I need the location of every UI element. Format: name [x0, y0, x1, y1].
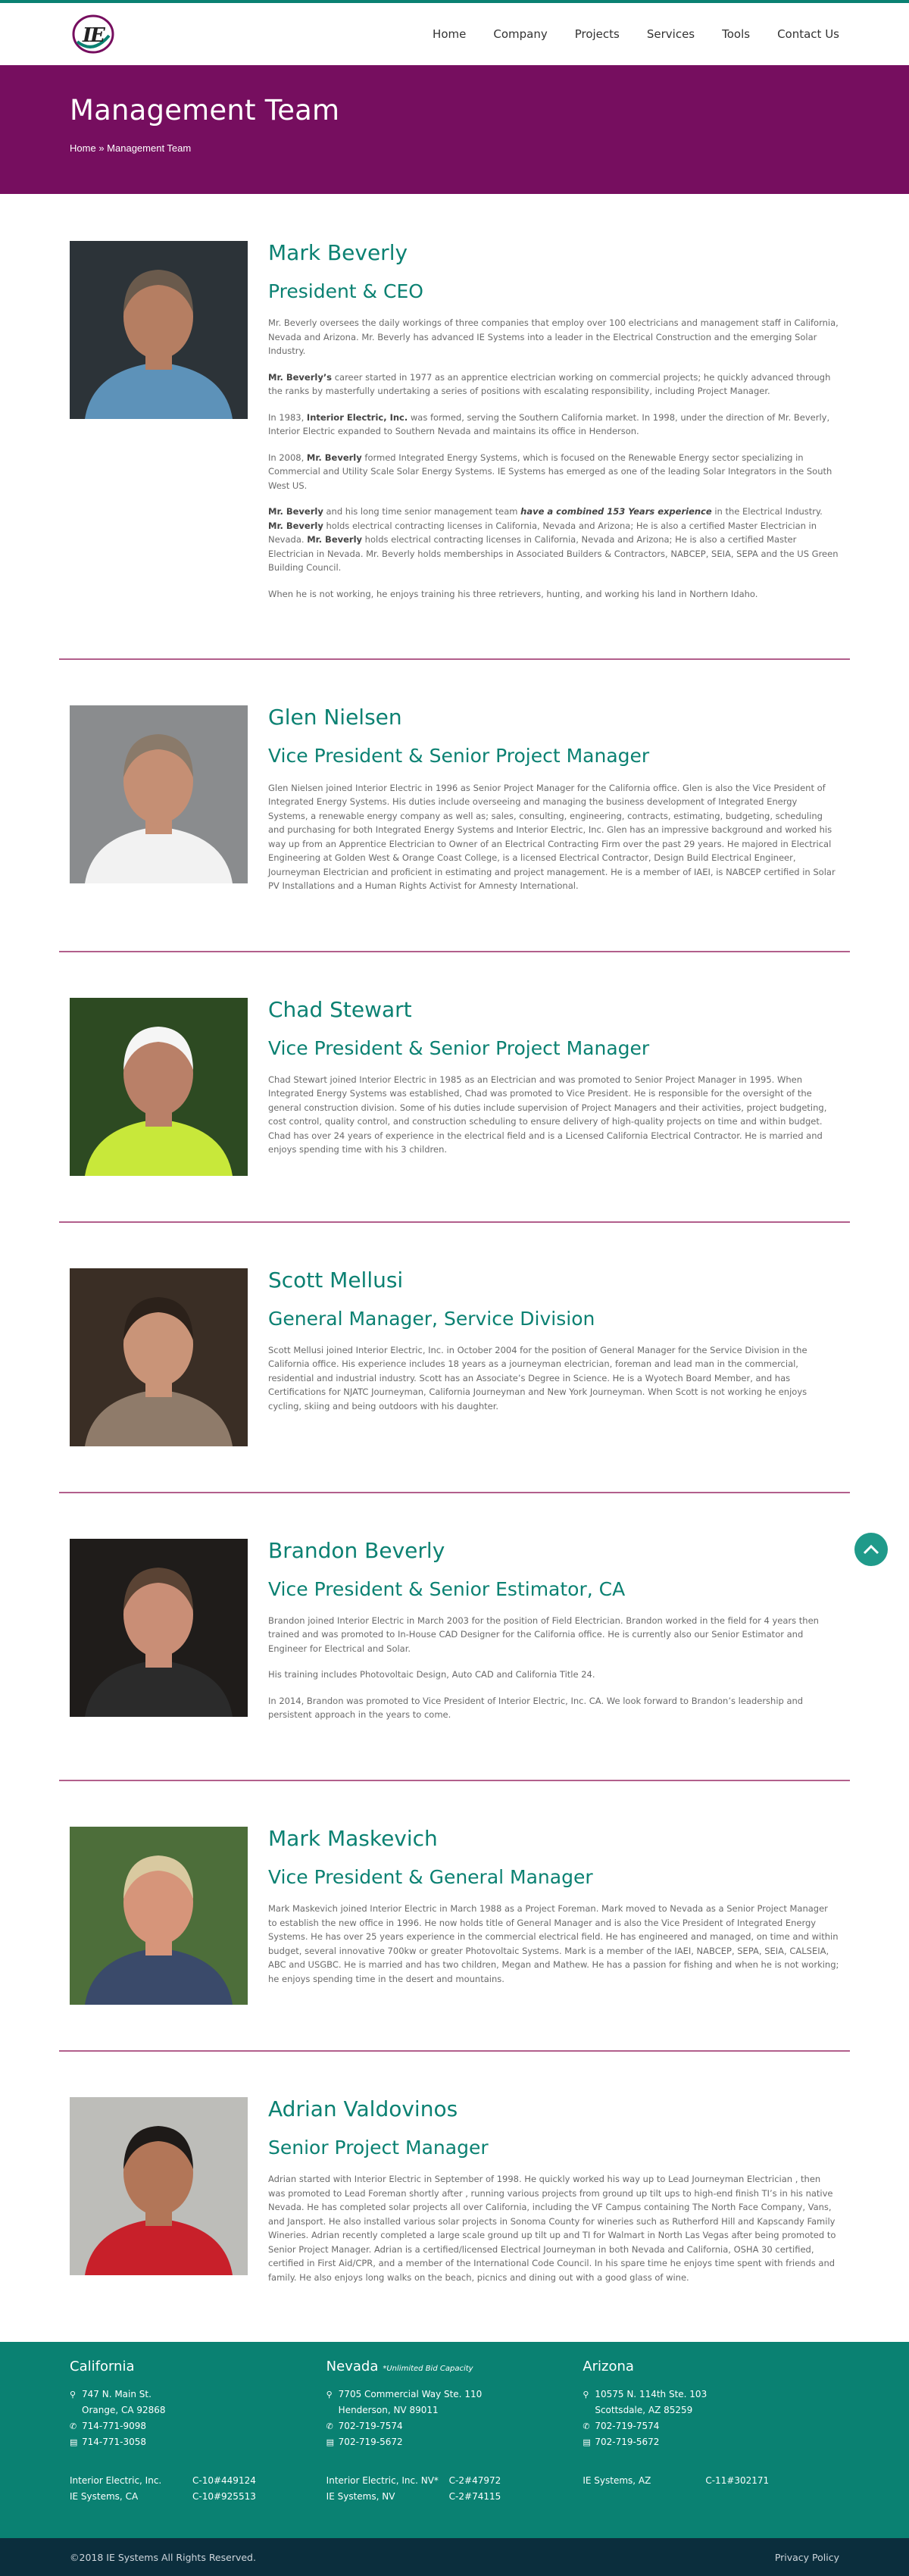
license-row	[326, 2489, 583, 2505]
footer-contact-text: 702-719-5672	[338, 2437, 403, 2447]
fax-icon: ▤	[70, 2437, 78, 2447]
svg-text:I: I	[83, 24, 92, 47]
portrait-image	[70, 1539, 248, 1717]
footer-office-title	[70, 2359, 326, 2374]
portrait-image	[70, 705, 248, 883]
chevron-up-icon	[863, 1544, 879, 1555]
license-row	[70, 2473, 326, 2489]
footer-contact-text: Henderson, NV 89011	[338, 2405, 439, 2415]
member-bio	[268, 241, 839, 613]
footer-office-title	[326, 2359, 583, 2374]
portrait-image	[70, 1827, 248, 2005]
bio-paragraph: Chad Stewart joined Interior Electric in 1985 as an Electrician and was promoted to Senior Project Manager in 1995. When Integrated Energy Systems was established, Chad was promoted to Vice President. He is responsible for the oversight of the general construction division. Some of his duties include supervision of Project Managers and their activities, project budgeting, cost control, quality control, and construction scheduling to ensure delivery of high-quality projects on time and within budget. Chad has over 24 years of experience in the electrical field and is a Licensed California Electrical Contractor. He is married and enjoys spending time with his 3 children.	[268, 1074, 827, 1155]
phone-icon: ✆	[326, 2421, 333, 2431]
portrait-image	[70, 1268, 248, 1446]
breadcrumb	[70, 142, 839, 154]
portrait-image	[70, 998, 248, 1176]
member-name: Brandon Beverly	[268, 1537, 445, 1563]
member-role: Vice President & Senior Project Manager	[268, 1036, 650, 1059]
footer-contact-line	[326, 2402, 583, 2418]
phone-icon: ✆	[70, 2421, 77, 2431]
footer-office-column	[326, 2359, 583, 2538]
nav-services[interactable]: Services	[646, 27, 695, 41]
license-row	[583, 2473, 839, 2489]
license-company: IE Systems, AZ	[583, 2475, 651, 2486]
map-pin-icon: ⚲	[70, 2390, 77, 2399]
office-name: Arizona	[583, 2359, 634, 2374]
member-role: Senior Project Manager	[268, 2136, 489, 2159]
license-number: C-2#47972	[448, 2475, 501, 2486]
member-role: Vice President & Senior Estimator, CA	[268, 1577, 626, 1600]
footer-contact-line	[70, 2434, 326, 2450]
member-name: Scott Mellusi	[268, 1267, 404, 1293]
member-name: Chad Stewart	[268, 996, 412, 1022]
ie-logo-icon	[70, 13, 117, 55]
section-divider	[59, 1221, 850, 1223]
member-photo	[70, 241, 248, 419]
license-row	[70, 2489, 326, 2505]
footer-contact-line	[326, 2434, 583, 2450]
member-bio	[268, 1539, 839, 1734]
license-number: C-2#74115	[448, 2491, 501, 2502]
member-name: Glen Nielsen	[268, 705, 402, 730]
team-member	[0, 998, 909, 1176]
team-member	[0, 1539, 909, 1734]
site-header	[0, 3, 909, 65]
member-photo	[70, 1539, 248, 1717]
member-photo	[70, 2097, 248, 2275]
member-name: Mark Beverly	[268, 240, 408, 265]
footer-office-column	[70, 2359, 326, 2538]
team-member	[0, 1268, 909, 1446]
footer-contact-line	[70, 2387, 326, 2402]
member-photo	[70, 1827, 248, 2005]
bio-paragraph: Mr. Beverly and his long time senior management team have a combined 153 Years experience in the Electrical Industry. Mr. Beverly holds electrical contracting licenses in California, Nevada and Arizona; He is also a certified Master Electrician in Nevada. Mr. Beverly holds electrical contracting licenses in California, Nevada and Arizona; He is also a certified Master Electrician in Nevada. Mr. Beverly holds memberships in Associated Builders & Contractors, NABCEP, SEIA, SEPA and the US Green Building Council.	[268, 506, 839, 574]
member-photo	[70, 705, 248, 883]
office-note: *Unlimited Bid Capacity	[383, 2365, 473, 2373]
breadcrumb-current: Management Team	[107, 142, 192, 155]
license-company: IE Systems, CA	[70, 2491, 139, 2502]
footer-contact-text[interactable]: 702-719-7574	[338, 2421, 403, 2431]
footer-office-title	[583, 2359, 839, 2374]
footer-contact-text: Scottsdale, AZ 85259	[595, 2405, 693, 2415]
phone-icon: ✆	[583, 2421, 590, 2431]
footer-contact-line	[583, 2418, 839, 2434]
license-company: Interior Electric, Inc. NV*	[326, 2475, 439, 2486]
footer-bottom-bar	[0, 2538, 909, 2576]
nav-tools[interactable]: Tools	[722, 27, 751, 41]
main-nav	[405, 27, 839, 41]
bio-paragraph: Brandon joined Interior Electric in March 2003 for the position of Field Electrician. Brandon worked in the field for 4 years then trained and was promoted to In-House CAD Designer for the California office. He is currently also our Senior Estimator and Engineer for Electrical and Solar.	[268, 1615, 819, 1654]
section-divider	[59, 951, 850, 952]
bio-paragraph: Adrian started with Interior Electric in September of 1998. He quickly worked his way up to Lead Journeyman Electrician , then was promoted to Lead Foreman shortly after , running various projects from ground up tilt ups to high-end finish TI’s in his native Nevada. He has completed solar projects all over California, including the VF Campus containing The North Face Company, Vans, and Jansport. He also installed various solar projects in Sonoma County for wineries such as Rutherford Hill and Kapscandy Family Wineries. Adrian recently completed a large scale ground up tilt up and TI for Walmart in North Las Vegas after being promoted to Senior Project Manager. Adrian is a certified/licensed Electrical Journeyman in both Nevada and California, OSHA 30 certified, certified in First Aid/CPR, and a member of the International Code Council. In his spare time he enjoys time spent with friends and family. He also enjoys long walks on the beach, picnics and dining out with a good glass of wine.	[268, 2174, 836, 2283]
site-footer	[0, 2342, 909, 2538]
copyright-text: ©2018 IE Systems All Rights Reserved.	[70, 2551, 256, 2563]
member-photo	[70, 1268, 248, 1446]
privacy-policy-link[interactable]: Privacy Policy	[774, 2551, 839, 2563]
bio-paragraph: Mr. Beverly oversees the daily workings of three companies that employ over 100 electricians and management staff in California, Nevada and Arizona. Mr. Beverly has advanced IE Systems into a leader in the Electrical Construction and the emerging Solar Industry.	[268, 317, 839, 357]
team-list	[0, 194, 909, 2296]
site-logo[interactable]	[70, 13, 117, 55]
section-divider	[59, 1492, 850, 1493]
license-number: C-11#302171	[705, 2475, 770, 2486]
license-row	[326, 2473, 583, 2489]
footer-contact-text: 714-771-3058	[82, 2437, 147, 2447]
member-role: General Manager, Service Division	[268, 1307, 595, 1330]
page-banner	[0, 65, 909, 194]
page-title: Management Team	[70, 94, 340, 127]
team-member	[0, 1827, 909, 2005]
license-list	[583, 2473, 839, 2489]
member-bio	[268, 998, 839, 1176]
license-number: C-10#449124	[192, 2475, 256, 2486]
footer-contact-text[interactable]: 714-771-9098	[82, 2421, 147, 2431]
office-name: California	[70, 2359, 135, 2374]
footer-contact-line	[326, 2387, 583, 2402]
bio-paragraph: Mark Maskevich joined Interior Electric in March 1988 as a Project Foreman. Mark moved to Nevada as a Senior Project Manager to establish the new office in 1996. He now holds title of General Manager and is also the Vice President of Integrated Energy Systems. He has over 25 years experience in the commercial electrical field. He has engineered and managed, on time and within budget, several innovative 700kw or greater Photovoltaic Systems. Mark is a member of the IAEI, NABCEP, SEPA, SEIA, CALSEIA, ABC and USGBC. He is married and has two children, Megan and Mathew. He has a passion for fishing and when he is not working; he enjoys spending time in the desert and mountains.	[268, 1903, 839, 1984]
footer-contact-text: 702-719-5672	[595, 2437, 660, 2447]
member-role: President & CEO	[268, 280, 423, 302]
footer-contact-text: 10575 N. 114th Ste. 103	[595, 2389, 708, 2399]
member-name: Adrian Valdovinos	[268, 2096, 458, 2121]
license-list	[326, 2473, 583, 2505]
member-bio	[268, 1268, 839, 1446]
footer-contact-line	[326, 2418, 583, 2434]
bio-paragraph: In 2008, Mr. Beverly formed Integrated Energy Systems, which is focused on the Renewable Energy sector specializing in Commercial and Utility Scale Solar Energy Systems. IE Systems has emerged as one of the leading Solar Integrators in the South West US.	[268, 452, 832, 491]
bio-paragraph: His training includes Photovoltaic Design, Auto CAD and California Title 24.	[268, 1669, 595, 1680]
member-photo	[70, 998, 248, 1176]
section-divider	[59, 658, 850, 660]
footer-contact-line	[70, 2418, 326, 2434]
member-bio	[268, 705, 839, 905]
section-divider	[59, 1780, 850, 1781]
member-bio	[268, 1827, 839, 2005]
footer-contact-line	[70, 2402, 326, 2418]
nav-projects[interactable]: Projects	[574, 27, 620, 41]
team-member	[0, 241, 909, 613]
license-list	[70, 2473, 326, 2505]
svg-text:E: E	[90, 24, 105, 47]
breadcrumb-home-link[interactable]: Home	[70, 142, 96, 155]
license-company: Interior Electric, Inc.	[70, 2475, 162, 2486]
footer-contact-line	[583, 2434, 839, 2450]
bio-paragraph: In 1983, Interior Electric, Inc. was formed, serving the Southern California market. In 1998, under the direction of Mr. Beverly, Interior Electric expanded to Southern Nevada and maintains its office in Henderson.	[268, 411, 830, 437]
footer-contact-line	[583, 2387, 839, 2402]
map-pin-icon: ⚲	[326, 2390, 333, 2399]
license-number: C-10#925513	[192, 2491, 256, 2502]
scroll-to-top-button[interactable]	[854, 1533, 888, 1566]
bio-paragraph: Scott Mellusi joined Interior Electric, Inc. in October 2004 for the position of General Manager for the Service Division in the California office. His experience includes 18 years as a journeyman electrician, foreman and lead man in the commercial, residential and industrial industry. Scott has an Associate’s Degree in Science. He is a Wyotech Board Member, and has Certifications for NJATC Journeyman, California Journeyman and New York Journeyman. When Scott is not working he enjoys cycling, skiing and being outdoors with his daughter.	[268, 1344, 807, 1411]
member-bio	[268, 2097, 839, 2296]
license-company: IE Systems, NV	[326, 2491, 395, 2502]
fax-icon: ▤	[583, 2437, 591, 2447]
footer-contact-text: Orange, CA 92868	[82, 2405, 166, 2415]
bio-paragraph: In 2014, Brandon was promoted to Vice President of Interior Electric, Inc. CA. We look forward to Brandon’s leadership and persistent approach in the years to come.	[268, 1695, 804, 1721]
nav-home[interactable]: Home	[433, 27, 467, 41]
footer-contact-text: 7705 Commercial Way Ste. 110	[338, 2389, 483, 2399]
map-pin-icon: ⚲	[583, 2390, 589, 2399]
team-member	[0, 2097, 909, 2296]
footer-contact-line	[583, 2402, 839, 2418]
section-divider	[59, 2050, 850, 2052]
bio-paragraph: When he is not working, he enjoys training his three retrievers, hunting, and working his land in Northern Idaho.	[268, 588, 758, 599]
nav-contact-us[interactable]: Contact Us	[777, 27, 839, 41]
footer-contact-text[interactable]: 702-719-7574	[595, 2421, 660, 2431]
breadcrumb-separator: »	[98, 142, 105, 155]
nav-company[interactable]: Company	[493, 27, 548, 41]
footer-office-column	[583, 2359, 839, 2538]
footer-contact-text: 747 N. Main St.	[82, 2389, 152, 2399]
bio-paragraph: Mr. Beverly’s career started in 1977 as an apprentice electrician working on commercial projects; he quickly advanced through the ranks by masterfully undertaking a series of positions with escalating responsibility, including Project Manager.	[268, 371, 831, 397]
portrait-image	[70, 241, 248, 419]
member-role: Vice President & General Manager	[268, 1865, 593, 1888]
fax-icon: ▤	[326, 2437, 335, 2447]
team-member	[0, 705, 909, 905]
member-name: Mark Maskevich	[268, 1825, 438, 1851]
office-name: Nevada	[326, 2359, 379, 2374]
bio-paragraph: Glen Nielsen joined Interior Electric in 1996 as Senior Project Manager for the California office. Glen is also the Vice President of Integrated Energy Systems. His duties include overseeing and managing the business development of Integrated Energy Systems, a renewable energy company as well as; sales, consulting, engineering, contracts, estimating, budgeting, scheduling and purchasing for both Integrated Energy Systems and Interior Electric, Inc. Glen has an impressive background and worked his way up from an Apprentice Electrician to Owner of an Electrical Contracting Firm over the past 29 years. He majored in Electrical Engineering at Golden West & Orange Coast College, is a licensed Electrical Contractor, Design Build Electrical Engineer, Journeyman Electrician and proficient in estimating and project management. He is a member of IAEI, is NABCEP certified in Solar PV Installations and a Human Rights Activist for Amnesty International.	[268, 782, 836, 891]
member-role: Vice President & Senior Project Manager	[268, 745, 650, 767]
portrait-image	[70, 2097, 248, 2275]
